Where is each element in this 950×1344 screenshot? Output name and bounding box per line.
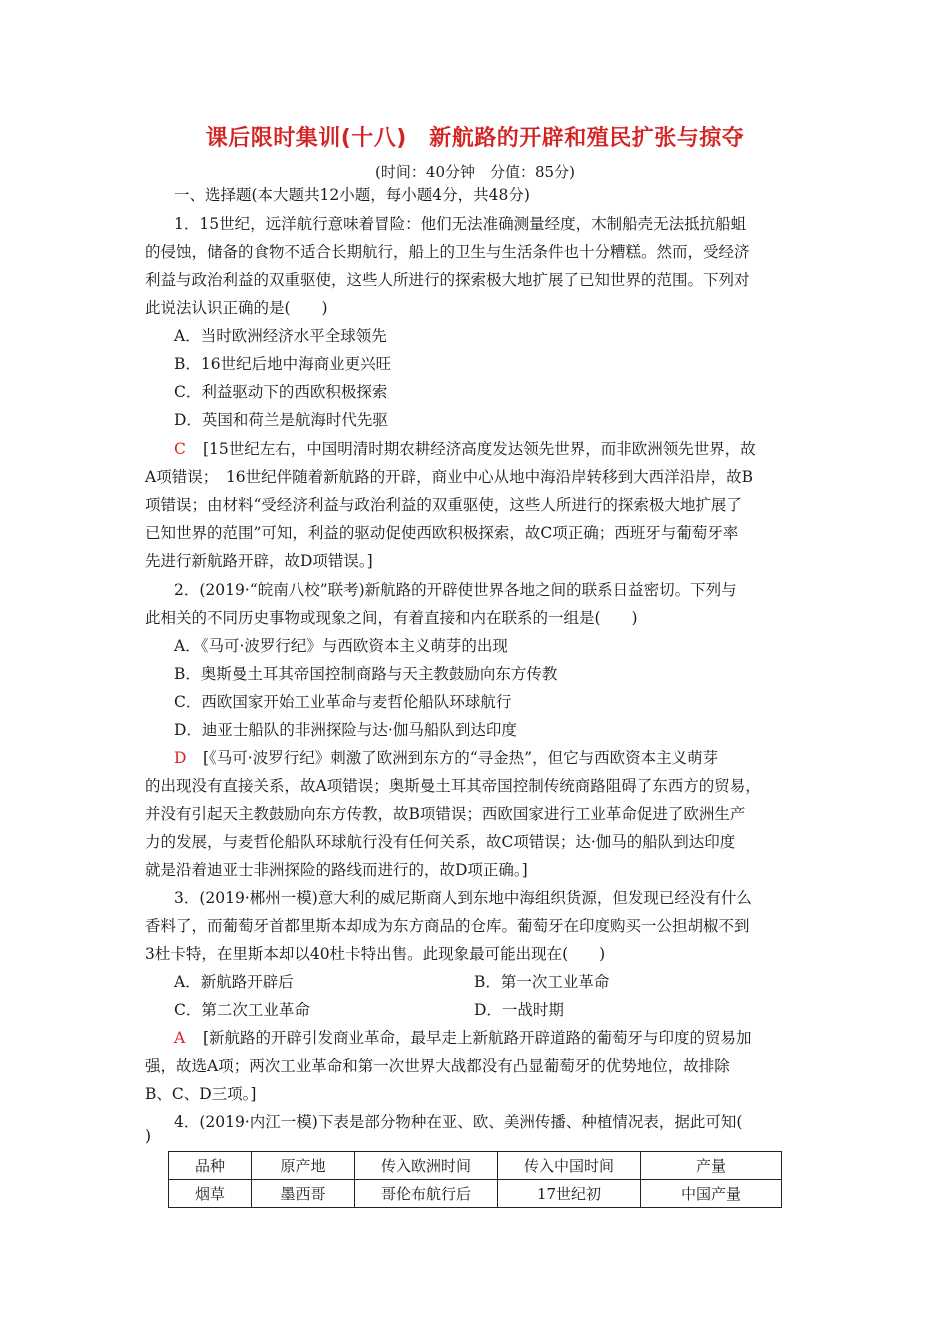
q3-explanation-line: 强，故选A项；两次工业革命和第一次世界大战都没有凸显葡萄牙的优势地位，故排除 [145,1057,730,1075]
q3-stem-line: 3．(2019·郴州一模)意大利的威尼斯商人到东地中海组织货源，但发现已经没有什么 [174,889,752,907]
q4-stem-line: ) [145,1127,152,1145]
q2-explanation-line: 就是沿着迪亚士非洲探险的路线而进行的，故D项正确。] [145,861,528,879]
q1-stem-line: 的侵蚀，储备的食物不适合长期航行，船上的卫生与生活条件也十分糟糕。然而，受经济 [145,243,750,261]
species-table [168,1151,782,1208]
table-cell: 17世纪初 [498,1180,641,1208]
table-header-row [169,1152,782,1180]
table-header-cell: 传入欧洲时间 [355,1152,498,1180]
table-cell: 哥伦布航行后 [355,1180,498,1208]
q1-answer: C [174,440,186,458]
q1-option-a: A．当时欧洲经济水平全球领先 [174,327,387,345]
q2-option-d: D．迪亚士船队的非洲探险与达·伽马船队到达印度 [174,721,517,739]
q2-option-a: A．《马可·波罗行纪》与西欧资本主义萌芽的出现 [174,637,508,655]
q2-explanation-line: 的出现没有直接关系，故A项错误；奥斯曼土耳其帝国控制传统商路阻碍了东西方的贸易， [145,777,761,795]
q2-answer: D [174,749,187,767]
q1-explanation-line: 已知世界的范围”可知，利益的驱动促使西欧积极探索，故C项正确；西班牙与葡萄牙率 [145,524,739,542]
table-cell: 中国产量 [641,1180,782,1208]
q1-stem-line: 此说法认识正确的是( ) [145,299,328,317]
q1-option-d: D．英国和荷兰是航海时代先驱 [174,411,388,429]
q3-answer: A [174,1029,186,1047]
q3-option-a: A．新航路开辟后 [174,973,294,991]
q1-explanation-line: 项错误；由材料“受经济利益与政治利益的双重驱使，这些人所进行的探索极大地扩展了 [145,496,742,514]
page-title: 课后限时集训(十八) 新航路的开辟和殖民扩张与掠夺 [205,126,745,151]
q1-stem-line: 利益与政治利益的双重驱使，这些人所进行的探索极大地扩展了已知世界的范围。下列对 [145,271,750,289]
q3-option-b: B．第一次工业革命 [474,973,610,991]
table-header-cell: 品种 [169,1152,252,1180]
q2-explanation-line: 力的发展，与麦哲伦船队环球航行没有任何关系，故C项错误；达·伽马的船队到达印度 [145,833,736,851]
q2-option-c: C．西欧国家开始工业革命与麦哲伦船队环球航行 [174,693,512,711]
table-header-cell: 原产地 [252,1152,355,1180]
q4-stem-line: 4．(2019·内江一模)下表是部分物种在亚、欧、美洲传播、种植情况表，据此可知( [174,1113,743,1131]
q3-stem-line: 3杜卡特，在里斯本却以40杜卡特出售。此现象最可能出现在( ) [145,945,606,963]
q1-stem-line: 1．15世纪，远洋航行意味着冒险：他们无法准确测量经度，木制船壳无法抵抗船蛆 [174,215,747,233]
section-heading: 一、选择题(本大题共12小题，每小题4分，共48分) [174,186,530,204]
q3-stem-line: 香料了，而葡萄牙首都里斯本却成为东方商品的仓库。葡萄牙在印度购买一公担胡椒不到 [145,917,750,935]
time-score-info: (时间：40分钟 分值：85分) [375,163,575,181]
q3-explanation-line: [新航路的开辟引发商业革命，最早走上新航路开辟道路的葡萄牙与印度的贸易加 [203,1029,752,1047]
table-cell: 烟草 [169,1180,252,1208]
q1-explanation-line: A项错误； 16世纪伴随着新航路的开辟，商业中心从地中海沿岸转移到大西洋沿岸，故B [145,468,754,486]
q2-explanation-line: 并没有引起天主教鼓励向东方传教，故B项错误；西欧国家进行工业革命促进了欧洲生产 [145,805,746,823]
table-header-cell: 产量 [641,1152,782,1180]
q3-option-d: D．一战时期 [474,1001,564,1019]
table-header-cell: 传入中国时间 [498,1152,641,1180]
q1-option-c: C．利益驱动下的西欧积极探索 [174,383,388,401]
q3-explanation-line: B、C、D三项。] [145,1085,257,1103]
table-cell: 墨西哥 [252,1180,355,1208]
q1-explanation-line: [15世纪左右，中国明清时期农耕经济高度发达领先世界，而非欧洲领先世界，故 [203,440,756,458]
q3-option-c: C．第二次工业革命 [174,1001,310,1019]
table-row [169,1180,782,1208]
q2-option-b: B．奥斯曼土耳其帝国控制商路与天主教鼓励向东方传教 [174,665,558,683]
q2-stem-line: 2．(2019·“皖南八校”联考)新航路的开辟使世界各地之间的联系日益密切。下列与 [174,581,737,599]
q1-explanation-line: 先进行新航路开辟，故D项错误。] [145,552,373,570]
q1-option-b: B．16世纪后地中海商业更兴旺 [174,355,392,373]
q2-explanation-line: [《马可·波罗行纪》刺激了欧洲到东方的“寻金热”，但它与西欧资本主义萌芽 [203,749,719,767]
q2-stem-line: 此相关的不同历史事物或现象之间，有着直接和内在联系的一组是( ) [145,609,638,627]
